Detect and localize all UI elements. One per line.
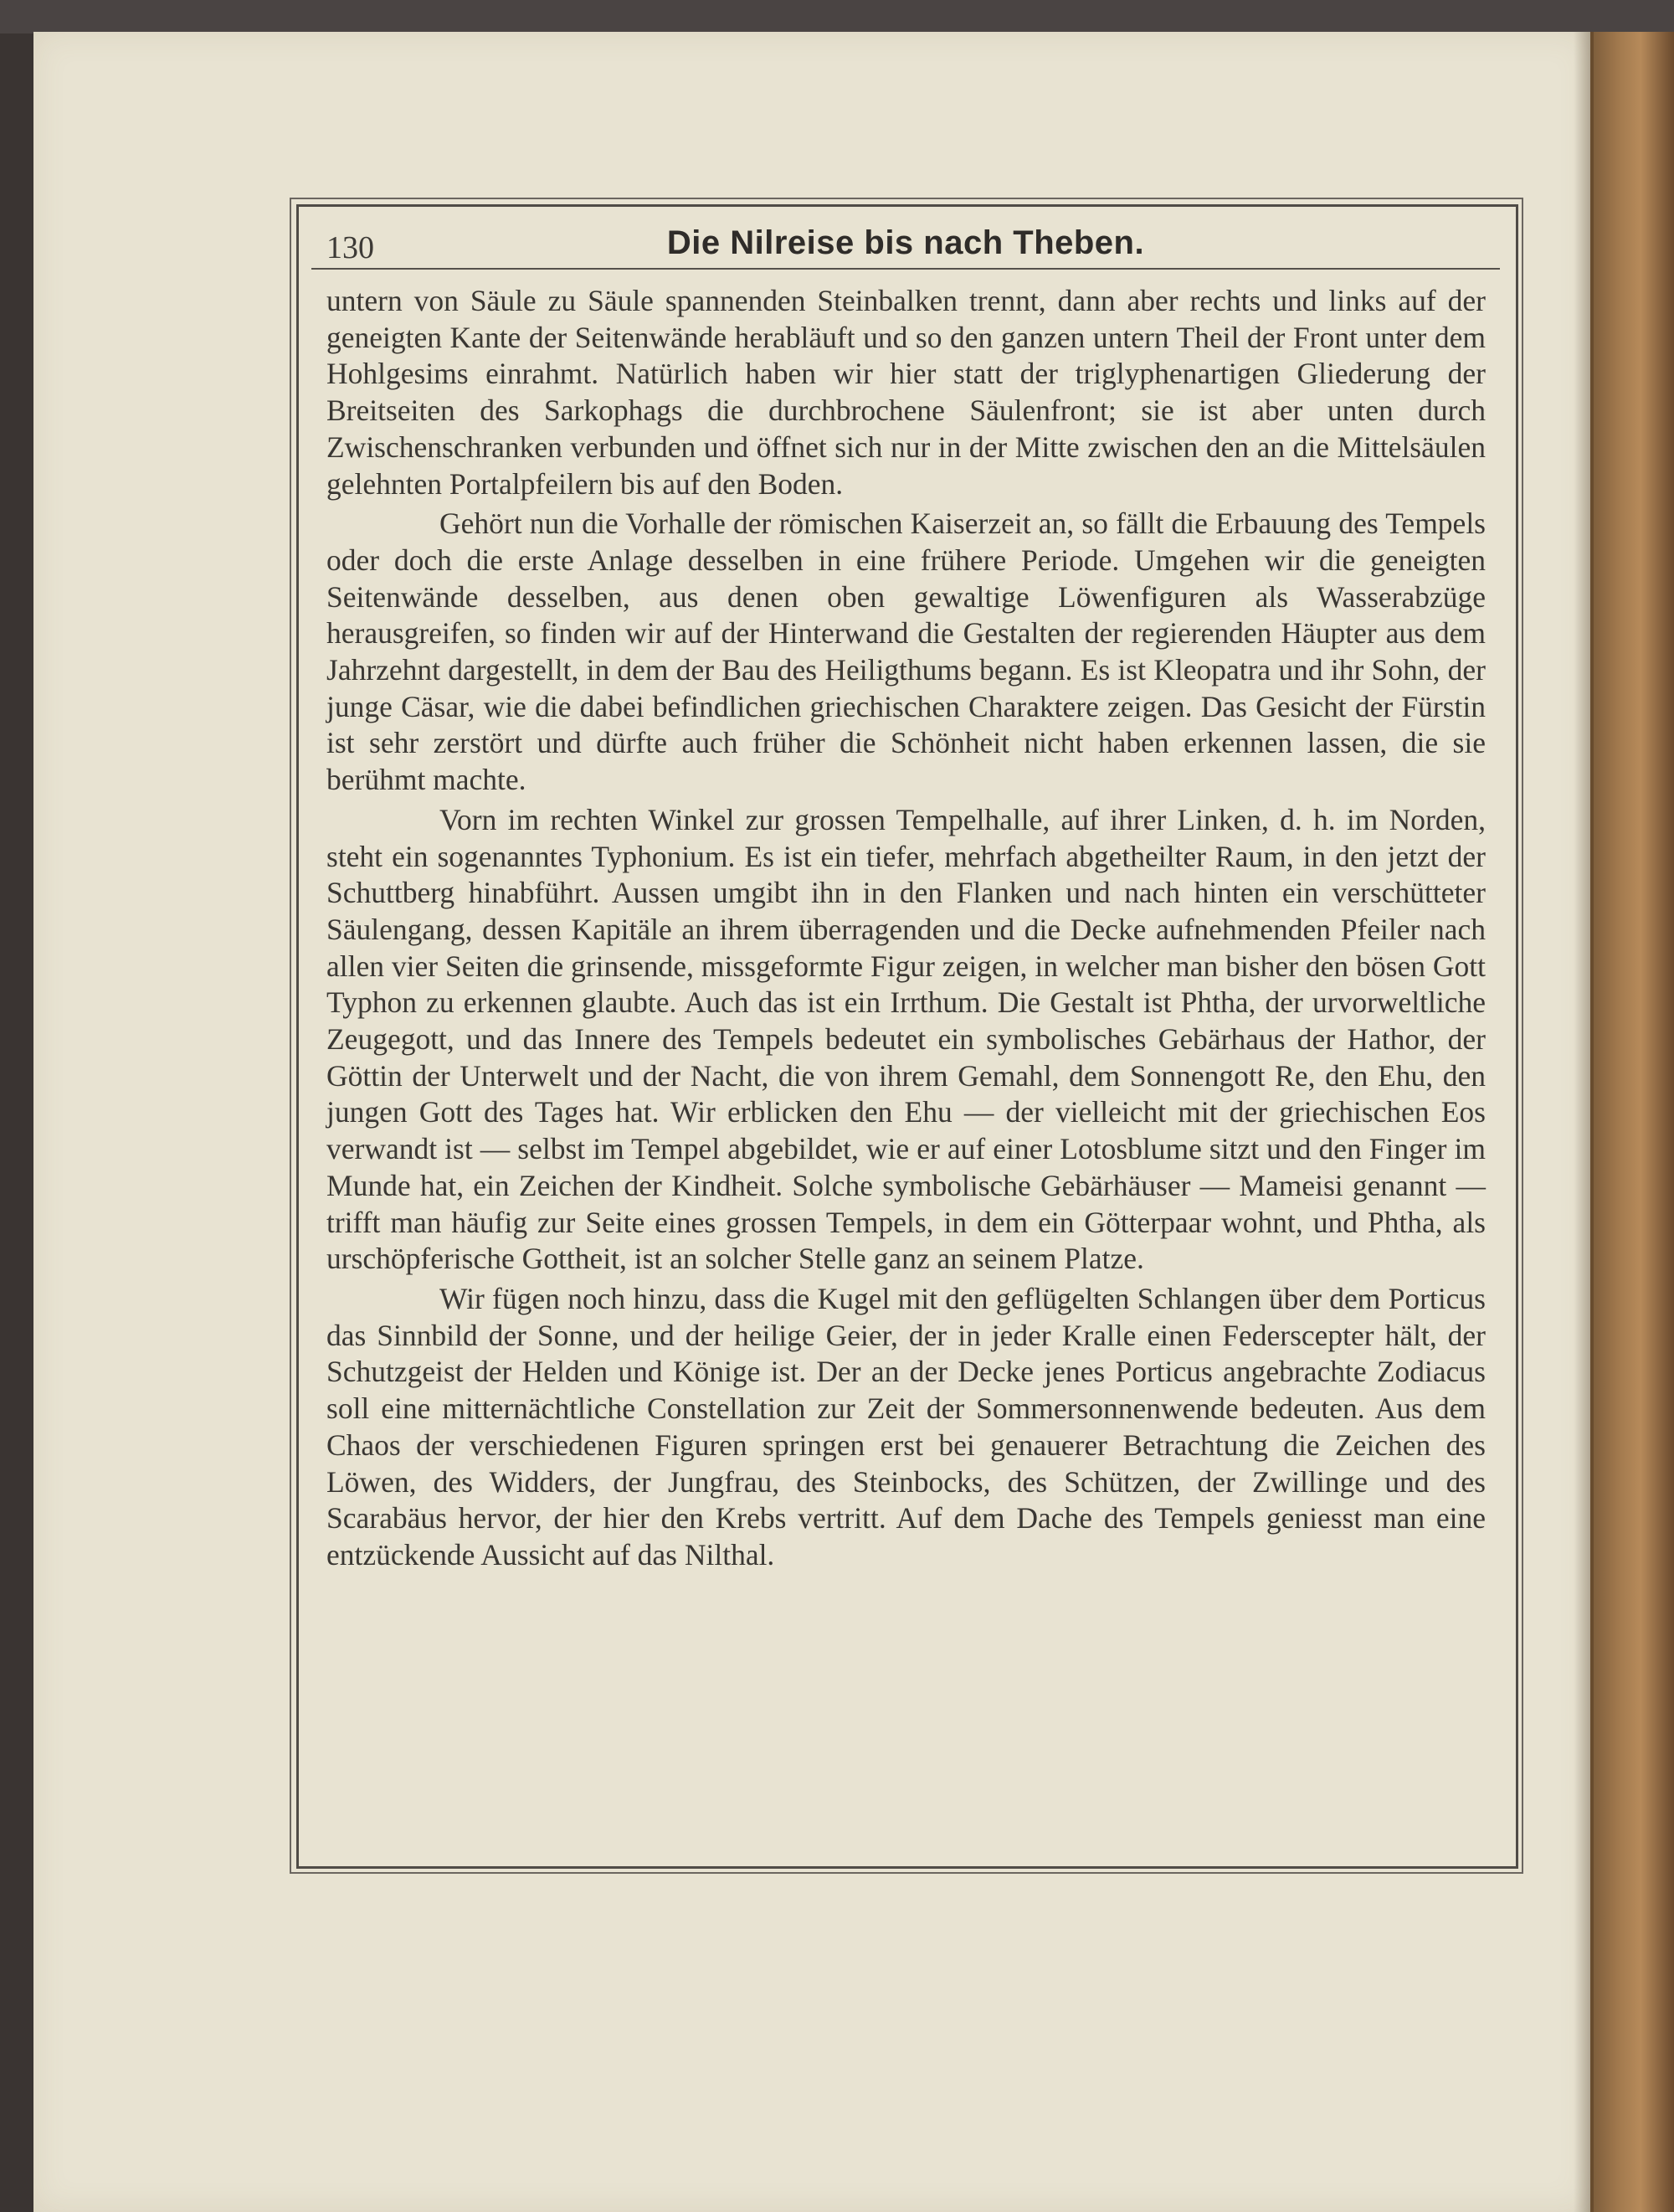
running-header (311, 219, 1500, 265)
book-page-edge (1590, 32, 1674, 2212)
paragraph: untern von Säule zu Säule spannenden Steinbalken trennt, dann aber rechts und links auf der geneigten Kante der Seitenwände herabläuft und so den ganzen untern Theil der Front unter dem Hohlgesims einrahmt. Natürlich haben wir hier statt der triglyphenartigen Gliederung der Breitseiten des Sarkophags die durchbrochene Säulenfront; sie ist aber unten durch Zwischenschranken verbunden und öffnet sich nur in der Mitte zwischen den an die Mittelsäulen gelehnten Portalpfeilern bis auf den Boden. (326, 284, 1486, 501)
body-text (326, 283, 1486, 1574)
paragraph: Vorn im rechten Winkel zur grossen Tempelhalle, auf ihrer Linken, d. h. im Norden, steht ein sogenanntes Typhonium. Es ist ein tiefer, mehrfach abgetheilter Raum, in den jetzt der Schuttberg hinabführt. Aussen umgibt ihn in den Flanken und nach hinten ein verschütteter Säulengang, dessen Kapitäle an ihrem überragenden und die Decke aufnehmenden Pfeiler nach allen vier Seiten die grinsende, missgeformte Figur zeigen, in welcher man bisher den bösen Gott Typhon zu erkennen glaubte. Auch das ist ein Irrthum. Die Gestalt ist Phtha, der urvorweltliche Zeugegott, und das Innere des Tempels bedeutet ein symbolisches Gebärhaus der Hathor, der Göttin der Unterwelt und der Nacht, die von ihrem Gemahl, dem Sonnengott Re, den Ehu, den jungen Gott des Tages hat. Wir erblicken den Ehu — der vielleicht mit der griechischen Eos verwandt ist — selbst im Tempel abgebildet, wie er auf einer Lotosblume sitzt und den Finger im Munde hat, ein Zeichen der Kindheit. Solche symbolische Gebärhäuser — Mameisi genannt — trifft man häufig zur Seite eines grossen Tempels, in dem ein Götterpaar wohnt, und Phtha, als urschöpferische Gottheit, ist an solcher Stelle ganz an seinem Platze. (326, 802, 1486, 1276)
scan-background-top (0, 0, 1674, 33)
running-title: Die Nilreise bis nach Theben. (666, 224, 1145, 261)
paragraph: Gehört nun die Vorhalle der römischen Kaiserzeit an, so fällt die Erbauung des Tempels oder doch die erste Anlage desselben in eine frühere Periode. Umgehen wir die geneigten Seitenwände desselben, aus denen oben gewaltige Löwenfiguren als Wasserabzüge herausgreifen, so finden wir auf der Hinterwand die Gestalten der regierenden Häupter aus dem Jahrzehnt dargestellt, in dem der Bau des Heiligthums begann. Es ist Kleopatra und ihr Sohn, der junge Cäsar, wie die dabei befindlichen griechischen Charaktere zeigen. Das Gesicht der Fürstin ist sehr zerstört und dürfte auch früher die Schönheit nicht haben erkennen lassen, die sie berühmt machte. (326, 507, 1486, 797)
header-rule (311, 268, 1500, 270)
page-gutter-shadow (1574, 32, 1594, 2212)
paragraph: Wir fügen noch hinzu, dass die Kugel mit den geflügelten Schlangen über dem Porticus das Sinnbild der Sonne, und der heilige Geier, der in jeder Kralle einen Federscepter hält, der Schutzgeist der Helden und Könige ist. Der an der Decke jenes Porticus angebrachte Zodiacus soll eine mitternächtliche Constellation zur Zeit der Sommersonnenwende bedeuten. Aus dem Chaos der verschiedenen Figuren springen erst bei genauerer Betrachtung die Zeichen des Löwen, des Widders, der Jungfrau, des Steinbocks, des Schützen, der Zwillinge und des Scarabäus hervor, der hier den Krebs vertritt. Auf dem Dache des Tempels geniesst man eine entzückende Aussicht auf das Nilthal. (326, 1281, 1486, 1572)
page-number: 130 (326, 230, 374, 265)
